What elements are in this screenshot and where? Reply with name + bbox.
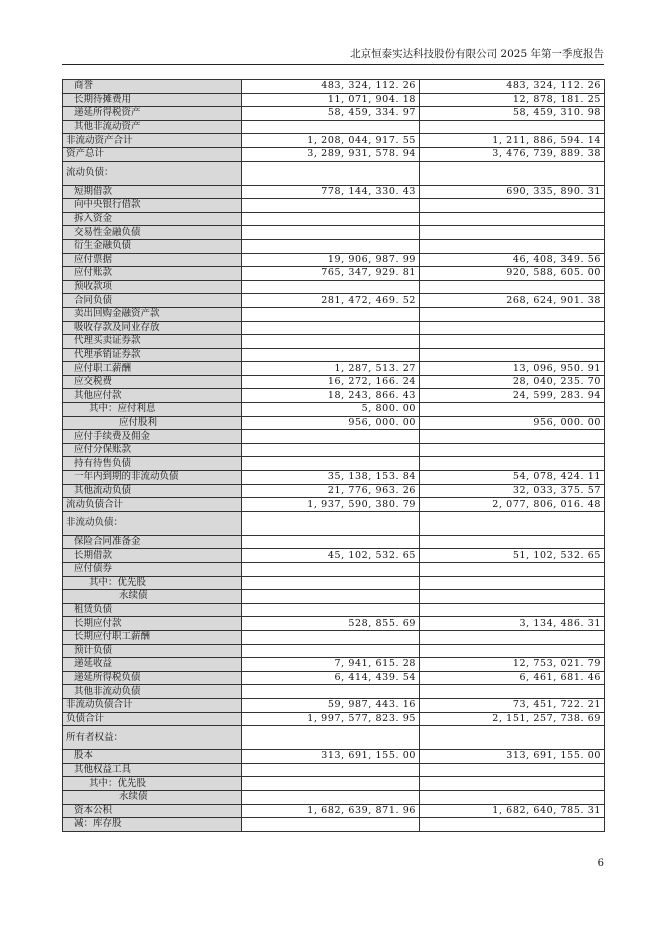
table-row — [63, 576, 605, 590]
table-row — [63, 685, 605, 699]
current-period-value: 528, 855. 69 — [242, 617, 420, 631]
row-label: 流动负债合计 — [63, 498, 242, 512]
row-label: 递延收益 — [63, 658, 242, 672]
row-label: 永续债 — [63, 790, 242, 804]
current-period-value: 16, 272, 166. 24 — [242, 375, 420, 389]
row-label: 应付股利 — [63, 416, 242, 430]
current-period-value: 483, 324, 112. 26 — [242, 80, 420, 94]
current-period-value — [242, 239, 420, 253]
prior-period-value: 2, 077, 806, 016. 48 — [420, 498, 605, 512]
table-row — [63, 212, 605, 226]
prior-period-value: 32, 033, 375. 57 — [420, 484, 605, 498]
prior-period-value: 3, 476, 739, 889. 38 — [420, 147, 605, 161]
row-label: 一年内到期的非流动负债 — [63, 471, 242, 485]
prior-period-value: 3, 134, 486. 31 — [420, 617, 605, 631]
current-period-value — [242, 644, 420, 658]
row-label: 其他流动负债 — [63, 484, 242, 498]
page-number: 6 — [597, 858, 604, 869]
row-label: 其他应付款 — [63, 389, 242, 403]
row-label: 预计负债 — [63, 644, 242, 658]
table-row — [63, 617, 605, 631]
table-row — [63, 253, 605, 267]
current-period-value — [242, 777, 420, 791]
table-row — [63, 93, 605, 107]
current-period-value — [242, 335, 420, 349]
current-period-value — [242, 603, 420, 617]
table-row — [63, 280, 605, 294]
current-period-value — [242, 120, 420, 134]
current-period-value: 18, 243, 866. 43 — [242, 389, 420, 403]
current-period-value: 313, 691, 155. 00 — [242, 750, 420, 764]
table-row — [63, 185, 605, 199]
prior-period-value: 483, 324, 112. 26 — [420, 80, 605, 94]
prior-period-value — [420, 603, 605, 617]
current-period-value — [242, 790, 420, 804]
current-period-value — [242, 212, 420, 226]
prior-period-value: 6, 461, 681. 46 — [420, 671, 605, 685]
row-label: 流动负债： — [63, 161, 242, 185]
current-period-value: 21, 776, 963. 26 — [242, 484, 420, 498]
section-header-row — [63, 161, 605, 185]
row-label: 资本公积 — [63, 804, 242, 818]
current-period-value — [242, 763, 420, 777]
table-row — [63, 107, 605, 121]
row-label: 持有待售负债 — [63, 457, 242, 471]
table-row — [63, 375, 605, 389]
current-period-value — [242, 199, 420, 213]
prior-period-value: 24, 599, 283. 94 — [420, 389, 605, 403]
row-label: 其中：优先股 — [63, 576, 242, 590]
prior-period-value — [420, 321, 605, 335]
prior-period-value — [420, 403, 605, 417]
prior-period-value — [420, 307, 605, 321]
table-row — [63, 430, 605, 444]
prior-period-value: 73, 451, 722. 21 — [420, 698, 605, 712]
table-row — [63, 498, 605, 512]
prior-period-value — [420, 535, 605, 549]
table-row — [63, 590, 605, 604]
prior-period-value: 268, 624, 901. 38 — [420, 294, 605, 308]
table-row — [63, 416, 605, 430]
row-label: 合同负债 — [63, 294, 242, 308]
row-label: 应付票据 — [63, 253, 242, 267]
prior-period-value — [420, 563, 605, 577]
row-label: 其他权益工具 — [63, 763, 242, 777]
current-period-value — [242, 535, 420, 549]
row-label: 长期应付款 — [63, 617, 242, 631]
current-period-value: 7, 941, 615. 28 — [242, 658, 420, 672]
prior-period-value — [420, 511, 605, 535]
current-period-value — [242, 280, 420, 294]
row-label: 股本 — [63, 750, 242, 764]
current-period-value: 11, 071, 904. 18 — [242, 93, 420, 107]
row-label: 其他非流动资产 — [63, 120, 242, 134]
prior-period-value — [420, 790, 605, 804]
table-row — [63, 549, 605, 563]
prior-period-value: 51, 102, 532. 65 — [420, 549, 605, 563]
current-period-value: 58, 459, 334. 97 — [242, 107, 420, 121]
table-row — [63, 644, 605, 658]
row-label: 非流动负债合计 — [63, 698, 242, 712]
row-label: 长期待摊费用 — [63, 93, 242, 107]
current-period-value — [242, 307, 420, 321]
current-period-value — [242, 226, 420, 240]
row-label: 交易性金融负债 — [63, 226, 242, 240]
prior-period-value — [420, 226, 605, 240]
row-label: 代理买卖证券款 — [63, 335, 242, 349]
prior-period-value — [420, 120, 605, 134]
prior-period-value — [420, 777, 605, 791]
current-period-value: 35, 138, 153. 84 — [242, 471, 420, 485]
prior-period-value — [420, 239, 605, 253]
table-row — [63, 750, 605, 764]
table-row — [63, 804, 605, 818]
row-label: 预收款项 — [63, 280, 242, 294]
row-label: 应交税费 — [63, 375, 242, 389]
prior-period-value — [420, 430, 605, 444]
row-label: 衍生金融负债 — [63, 239, 242, 253]
prior-period-value — [420, 685, 605, 699]
row-label: 向中央银行借款 — [63, 199, 242, 213]
current-period-value: 5, 800. 00 — [242, 403, 420, 417]
section-header-row — [63, 511, 605, 535]
row-label: 递延所得税资产 — [63, 107, 242, 121]
prior-period-value: 12, 878, 181. 25 — [420, 93, 605, 107]
prior-period-value — [420, 644, 605, 658]
table-row — [63, 630, 605, 644]
table-row — [63, 120, 605, 134]
table-row — [63, 199, 605, 213]
row-label: 租赁负债 — [63, 603, 242, 617]
table-row — [63, 671, 605, 685]
row-label: 非流动负债： — [63, 511, 242, 535]
prior-period-value: 54, 078, 424. 11 — [420, 471, 605, 485]
table-row — [63, 294, 605, 308]
prior-period-value: 2, 151, 257, 738. 69 — [420, 712, 605, 726]
current-period-value: 6, 414, 439. 54 — [242, 671, 420, 685]
prior-period-value — [420, 576, 605, 590]
row-label: 保险合同准备金 — [63, 535, 242, 549]
table-row — [63, 818, 605, 832]
prior-period-value — [420, 818, 605, 832]
row-label: 其中：优先股 — [63, 777, 242, 791]
row-label: 商誉 — [63, 80, 242, 94]
table-row — [63, 790, 605, 804]
row-label: 长期借款 — [63, 549, 242, 563]
row-label: 应付债券 — [63, 563, 242, 577]
table-row — [63, 471, 605, 485]
row-label: 应付分保账款 — [63, 443, 242, 457]
current-period-value: 778, 144, 330. 43 — [242, 185, 420, 199]
current-period-value — [242, 430, 420, 444]
table-row — [63, 226, 605, 240]
current-period-value — [242, 630, 420, 644]
current-period-value: 1, 997, 577, 823. 95 — [242, 712, 420, 726]
current-period-value — [242, 161, 420, 185]
current-period-value — [242, 443, 420, 457]
prior-period-value — [420, 199, 605, 213]
current-period-value: 45, 102, 532. 65 — [242, 549, 420, 563]
table-row — [63, 307, 605, 321]
current-period-value — [242, 726, 420, 750]
current-period-value: 3, 289, 931, 578. 94 — [242, 147, 420, 161]
current-period-value — [242, 590, 420, 604]
prior-period-value — [420, 161, 605, 185]
table-row — [63, 80, 605, 94]
prior-period-value: 690, 335, 890. 31 — [420, 185, 605, 199]
row-label: 所有者权益： — [63, 726, 242, 750]
row-label: 其他非流动负债 — [63, 685, 242, 699]
row-label: 其中：应付利息 — [63, 403, 242, 417]
current-period-value — [242, 348, 420, 362]
current-period-value — [242, 576, 420, 590]
table-row — [63, 335, 605, 349]
current-period-value — [242, 511, 420, 535]
prior-period-value: 956, 000. 00 — [420, 416, 605, 430]
report-header: 北京恒泰实达科技股份有限公司 2025 年第一季度报告 — [350, 48, 604, 60]
current-period-value — [242, 685, 420, 699]
current-period-value: 1, 937, 590, 380. 79 — [242, 498, 420, 512]
prior-period-value: 1, 682, 640, 785. 31 — [420, 804, 605, 818]
table-row — [63, 267, 605, 281]
table-row — [63, 403, 605, 417]
prior-period-value — [420, 630, 605, 644]
prior-period-value — [420, 726, 605, 750]
header-rule — [62, 64, 604, 65]
row-label: 长期应付职工薪酬 — [63, 630, 242, 644]
prior-period-value: 1, 211, 886, 594. 14 — [420, 134, 605, 148]
section-header-row — [63, 726, 605, 750]
table-row — [63, 603, 605, 617]
row-label: 负债合计 — [63, 712, 242, 726]
row-label: 卖出回购金融资产款 — [63, 307, 242, 321]
table-row — [63, 134, 605, 148]
prior-period-value: 12, 753, 021. 79 — [420, 658, 605, 672]
prior-period-value: 920, 588, 605. 00 — [420, 267, 605, 281]
prior-period-value: 13, 096, 950. 91 — [420, 362, 605, 376]
table-row — [63, 348, 605, 362]
current-period-value: 1, 287, 513. 27 — [242, 362, 420, 376]
prior-period-value — [420, 763, 605, 777]
current-period-value: 1, 682, 639, 871. 96 — [242, 804, 420, 818]
row-label: 代理承销证券款 — [63, 348, 242, 362]
current-period-value — [242, 563, 420, 577]
table-row — [63, 484, 605, 498]
prior-period-value: 46, 408, 349. 56 — [420, 253, 605, 267]
current-period-value — [242, 818, 420, 832]
row-label: 拆入资金 — [63, 212, 242, 226]
prior-period-value: 313, 691, 155. 00 — [420, 750, 605, 764]
table-row — [63, 658, 605, 672]
prior-period-value — [420, 443, 605, 457]
current-period-value — [242, 457, 420, 471]
row-label: 应付手续费及佣金 — [63, 430, 242, 444]
table-row — [63, 777, 605, 791]
table-row — [63, 321, 605, 335]
prior-period-value: 58, 459, 310. 98 — [420, 107, 605, 121]
table-row — [63, 457, 605, 471]
table-row — [63, 389, 605, 403]
row-label: 递延所得税负债 — [63, 671, 242, 685]
current-period-value: 19, 906, 987. 99 — [242, 253, 420, 267]
table-row — [63, 763, 605, 777]
balance-sheet-body — [63, 80, 605, 832]
table-row — [63, 239, 605, 253]
prior-period-value — [420, 457, 605, 471]
table-row — [63, 362, 605, 376]
table-row — [63, 147, 605, 161]
table-row — [63, 698, 605, 712]
table-row — [63, 443, 605, 457]
row-label: 应付职工薪酬 — [63, 362, 242, 376]
current-period-value: 765, 347, 929. 81 — [242, 267, 420, 281]
prior-period-value — [420, 348, 605, 362]
table-row — [63, 563, 605, 577]
current-period-value: 59, 987, 443. 16 — [242, 698, 420, 712]
current-period-value: 956, 000. 00 — [242, 416, 420, 430]
row-label: 资产总计 — [63, 147, 242, 161]
current-period-value — [242, 321, 420, 335]
current-period-value: 1, 208, 044, 917. 55 — [242, 134, 420, 148]
prior-period-value — [420, 280, 605, 294]
balance-sheet-table — [62, 79, 605, 832]
prior-period-value — [420, 212, 605, 226]
row-label: 永续债 — [63, 590, 242, 604]
current-period-value: 281, 472, 469. 52 — [242, 294, 420, 308]
prior-period-value — [420, 590, 605, 604]
row-label: 应付账款 — [63, 267, 242, 281]
row-label: 非流动资产合计 — [63, 134, 242, 148]
table-row — [63, 535, 605, 549]
row-label: 短期借款 — [63, 185, 242, 199]
row-label: 吸收存款及同业存放 — [63, 321, 242, 335]
prior-period-value — [420, 335, 605, 349]
prior-period-value: 28, 040, 235. 70 — [420, 375, 605, 389]
table-row — [63, 712, 605, 726]
row-label: 减：库存股 — [63, 818, 242, 832]
